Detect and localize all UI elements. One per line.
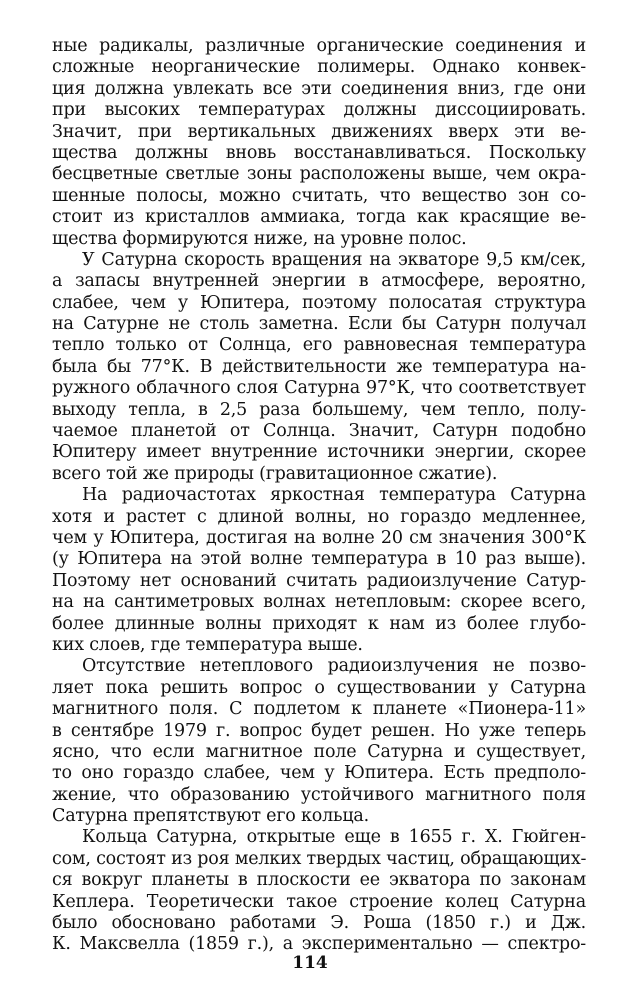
text-line: более длинные волны приходят к нам из более глубо- <box>52 613 586 634</box>
paragraph <box>52 485 586 656</box>
text-line: то оно гораздо слабее, чем у Юпитера. Есть предполо- <box>52 763 586 784</box>
text-line: слабее, чем у Юпитера, поэтому полосатая структура <box>52 292 586 313</box>
text-line: К. Максвелла (1859 г.), а экспериментально — спектро- <box>52 934 586 955</box>
text-line: была бы 77°К. В действительности же температура на- <box>52 356 586 377</box>
text-line: ляет пока решить вопрос о существовании у Сатурна <box>52 677 586 698</box>
text-line: тепло только от Солнца, его равновесная температура <box>52 335 586 356</box>
text-line: выходу тепла, в 2,5 раза большему, чем тепло, полу- <box>52 399 586 420</box>
text-line: при высоких температурах должны диссоциировать. <box>52 100 586 121</box>
text-line: Отсутствие нетеплового радиоизлучения не позво- <box>82 656 586 677</box>
text-line: сом, состоят из роя мелких твердых частиц, обращающих- <box>52 848 586 869</box>
text-line: Юпитеру имеет внутренние источники энергии, скорее <box>52 442 586 463</box>
text-line: всего той же природы (гравитационное сжатие). <box>52 463 498 484</box>
text-line: Кольца Сатурна, открытые еще в 1655 г. Х. Гюйген- <box>82 827 586 848</box>
paragraph <box>52 656 586 827</box>
page-number: 114 <box>292 953 328 973</box>
text-line: в сентябре 1979 г. вопрос будет решен. Но уже теперь <box>52 720 586 741</box>
text-line: ясно, что если магнитное поле Сатурна и существует, <box>52 741 586 762</box>
text-line: Кеплера. Теоретически такое строение колец Сатурна <box>52 891 586 912</box>
text-line: Сатурна препятствуют его кольца. <box>52 806 369 827</box>
text-line: У Сатурна скорость вращения на экваторе 9,5 км/сек, <box>82 249 586 270</box>
text-line: (у Юпитера на этой волне температура в 10 раз выше). <box>52 549 586 570</box>
text-line: щества формируются ниже, на уровне полос. <box>52 228 467 249</box>
page-body <box>52 36 586 956</box>
paragraph <box>52 827 586 955</box>
text-line: хотя и растет с длиной волны, но гораздо медленнее, <box>52 506 586 527</box>
text-line: бесцветные светлые зоны расположены выше, чем окра- <box>52 164 586 185</box>
text-line: сложные неорганические полимеры. Однако конвек- <box>52 57 586 78</box>
text-line: жение, что образованию устойчивого магнитного поля <box>52 784 586 805</box>
text-line: щества должны вновь восстанавливаться. Поскольку <box>52 142 586 163</box>
paragraph <box>52 36 586 250</box>
text-line: На радиочастотах яркостная температура Сатурна <box>82 485 586 506</box>
text-line: на Сатурне не столь заметна. Если бы Сатурн получал <box>52 314 586 335</box>
text-line: а запасы внутренней энергии в атмосфере, вероятно, <box>52 271 586 292</box>
text-line: ные радикалы, различные органические соединения и <box>52 36 586 56</box>
text-line: было обосновано работами Э. Роша (1850 г.) и Дж. <box>52 913 586 934</box>
text-line: на на сантиметровых волнах нетепловым: скорее всего, <box>52 592 586 613</box>
text-line: ция должна увлекать все эти соединения вниз, где они <box>52 78 586 99</box>
text-line: Значит, при вертикальных движениях вверх эти ве- <box>52 121 586 142</box>
text-line: ружного облачного слоя Сатурна 97°К, что соответствует <box>52 378 586 399</box>
text-line: ся вокруг планеты в плоскости ее экватора по законам <box>52 870 586 891</box>
text-line: шенные полосы, можно считать, что вещество зон со- <box>52 185 586 206</box>
text-line: стоит из кристаллов аммиака, тогда как красящие ве- <box>52 207 586 228</box>
text-line: чем у Юпитера, достигая на волне 20 см значения 300°К <box>52 527 586 548</box>
text-line: ких слоев, где температура выше. <box>52 634 363 655</box>
text-line: магнитного поля. С подлетом к планете «Пионера-11» <box>52 699 586 720</box>
paragraph <box>52 250 586 485</box>
text-line: Поэтому нет оснований считать радиоизлучение Сатур- <box>52 570 586 591</box>
text-line: чаемое планетой от Солнца. Значит, Сатурн подобно <box>52 421 586 442</box>
